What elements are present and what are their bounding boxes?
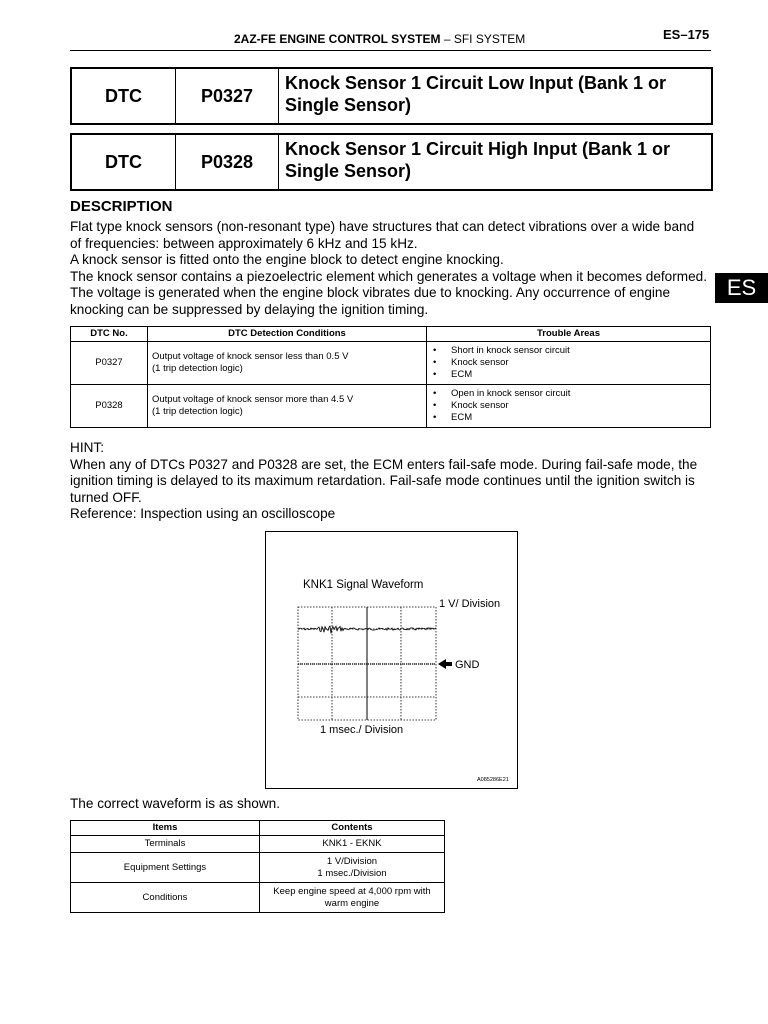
condition-line: Output voltage of knock sensor less than 0.5 V bbox=[152, 351, 349, 362]
content-line: Keep engine speed at 4,000 rpm with bbox=[273, 885, 431, 897]
item-cell: Terminals bbox=[71, 836, 260, 853]
item-cell: Equipment Settings bbox=[71, 853, 260, 883]
condition-line: (1 trip detection logic) bbox=[152, 406, 243, 417]
figure-code: A085286E21 bbox=[477, 777, 509, 783]
trouble-area-item: • ECM bbox=[431, 412, 706, 424]
waveform-note: The correct waveform is as shown. bbox=[70, 796, 281, 811]
col-header: Items bbox=[71, 821, 260, 836]
content-line: warm engine bbox=[324, 897, 380, 909]
time-division-label: 1 msec./ Division bbox=[320, 724, 404, 736]
table-header-row bbox=[71, 821, 445, 836]
gnd-label: GND bbox=[455, 659, 480, 671]
hint-block bbox=[70, 440, 715, 523]
description-line: The knock sensor contains a piezoelectric element which generates a voltage when it becomes deformed. bbox=[70, 268, 707, 284]
trouble-area-item: • Knock sensor bbox=[431, 357, 706, 369]
dtc-box-p0328 bbox=[70, 133, 713, 191]
dtc-title bbox=[279, 69, 711, 123]
dtc-code-cell: P0327 bbox=[71, 342, 148, 385]
content-cell bbox=[260, 836, 445, 853]
figure-title: KNK1 Signal Waveform bbox=[303, 579, 424, 591]
table-row bbox=[71, 342, 711, 385]
oscilloscope-figure bbox=[265, 531, 518, 789]
condition-cell bbox=[148, 385, 427, 428]
content-line: KNK1 - EKNK bbox=[322, 838, 382, 849]
trouble-area-item: • Knock sensor bbox=[431, 400, 706, 412]
trouble-area-item: • ECM bbox=[431, 369, 706, 381]
condition-line: Output voltage of knock sensor more than 4.5 V bbox=[152, 394, 354, 405]
content-cell bbox=[260, 883, 445, 913]
header-title bbox=[234, 32, 525, 46]
dtc-code: P0328 bbox=[176, 135, 279, 189]
volt-division-label: 1 V/ Division bbox=[439, 598, 501, 610]
header-dash: – bbox=[443, 32, 451, 46]
description-line: The voltage is generated when the engine block vibrates due to knocking. Any occurrence of engine bbox=[70, 285, 671, 300]
table-row bbox=[71, 853, 445, 883]
section-tab-es: ES bbox=[715, 273, 768, 303]
trouble-area-item: • Open in knock sensor circuit bbox=[431, 388, 706, 400]
condition-line: (1 trip detection logic) bbox=[152, 363, 243, 374]
trouble-areas-cell bbox=[427, 385, 711, 428]
trouble-areas-cell bbox=[427, 342, 711, 385]
item-cell: Conditions bbox=[71, 883, 260, 913]
dtc-box-p0327 bbox=[70, 67, 713, 125]
trouble-area-item: • Short in knock sensor circuit bbox=[431, 345, 706, 357]
col-header: DTC Detection Conditions bbox=[148, 327, 427, 342]
table-row bbox=[71, 385, 711, 428]
hint-line: When any of DTCs P0327 and P0328 are set, the ECM enters fail-safe mode. During fail-safe mode, the bbox=[70, 456, 698, 472]
condition-cell bbox=[148, 342, 427, 385]
dtc-title bbox=[279, 135, 711, 189]
table-row bbox=[71, 836, 445, 853]
table-header-row bbox=[71, 327, 711, 342]
header-rule bbox=[70, 50, 711, 51]
content-line: 1 msec./Division bbox=[317, 867, 387, 879]
hint-line: turned OFF. bbox=[70, 489, 142, 505]
hint-label: HINT: bbox=[70, 440, 104, 455]
dtc-title-line: Single Sensor) bbox=[285, 95, 412, 115]
dtc-title-line: Knock Sensor 1 Circuit High Input (Bank 1 or bbox=[285, 139, 671, 159]
hint-line: ignition timing is delayed to its maximum retardation. Fail-safe mode continues until the ignition switch is bbox=[70, 473, 695, 488]
col-header: Trouble Areas bbox=[427, 327, 711, 342]
gnd-arrow-icon bbox=[438, 659, 452, 669]
waveform-illustration bbox=[266, 532, 517, 788]
description-line: Flat type knock sensors (non-resonant type) have structures that can detect vibrations over a wide band bbox=[70, 219, 695, 234]
page-number: ES–175 bbox=[663, 27, 710, 42]
description-line: A knock sensor is fitted onto the engine block to detect engine knocking. bbox=[70, 252, 504, 267]
col-header: Contents bbox=[260, 821, 445, 836]
dtc-code: P0327 bbox=[176, 69, 279, 123]
page-header bbox=[0, 27, 768, 50]
description-heading: DESCRIPTION bbox=[70, 198, 173, 215]
description-line: of frequencies: between approximately 6 kHz and 15 kHz. bbox=[70, 235, 418, 251]
system-name: SFI SYSTEM bbox=[453, 32, 526, 46]
oscilloscope-settings-table bbox=[70, 820, 445, 913]
dtc-title-line: Knock Sensor 1 Circuit Low Input (Bank 1 or bbox=[285, 73, 667, 93]
dtc-conditions-table bbox=[70, 326, 711, 428]
dtc-label: DTC bbox=[72, 69, 176, 123]
table-row bbox=[71, 883, 445, 913]
engine-title: 2AZ-FE ENGINE CONTROL SYSTEM bbox=[234, 32, 441, 46]
description-line: knocking can be suppressed by delaying the ignition timing. bbox=[70, 301, 429, 317]
reference-line: Reference: Inspection using an oscilloscope bbox=[70, 506, 336, 521]
content-cell bbox=[260, 853, 445, 883]
dtc-code-cell: P0328 bbox=[71, 385, 148, 428]
dtc-title-line: Single Sensor) bbox=[285, 161, 412, 181]
dtc-label: DTC bbox=[72, 135, 176, 189]
description-text bbox=[70, 219, 715, 318]
content-line: 1 V/Division bbox=[326, 855, 378, 867]
col-header: DTC No. bbox=[71, 327, 148, 342]
